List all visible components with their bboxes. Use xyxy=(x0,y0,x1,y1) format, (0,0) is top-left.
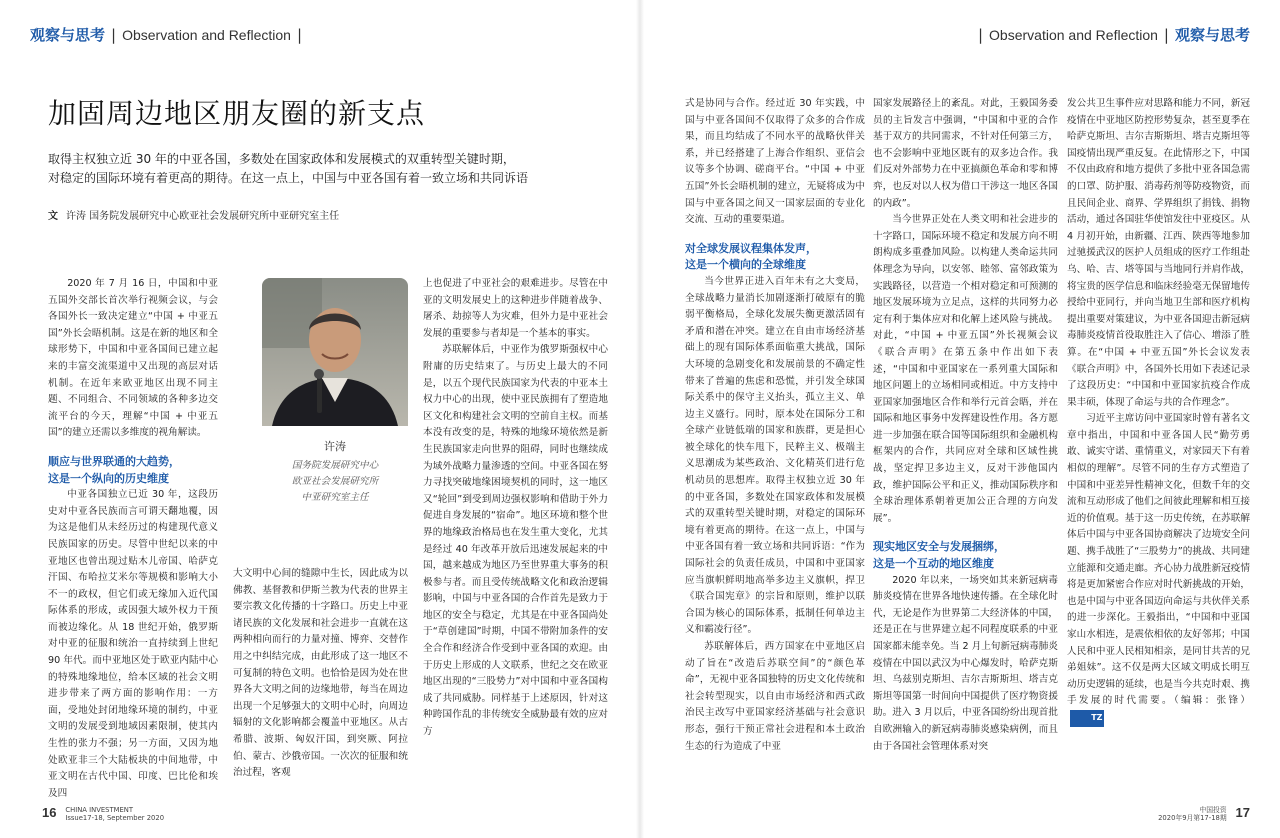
paragraph: 2020 年以来，一场突如其来新冠病毒肺炎疫情在世界各地快速传播。在全球化时代，无论是作为世界第二大经济体的中国，还是正在与世界建立起不同程度联系的中亚国家都未能幸免。当 2 月上旬新冠病毒肺炎疫情在中国以武汉为中心爆发时，哈萨克斯坦、乌兹别克斯坦、吉尔吉斯斯坦、塔吉克斯坦等国第一时间向中国提供了医疗物资援助。进入 3 月以后，中亚各国纷纷出现首批自欧洲输入的新冠病毒肺炎感染病例，而且由于各国社会管理体系对突 xyxy=(873,574,1058,752)
column-6 xyxy=(1067,96,1250,801)
subheading-1b: 这是一个纵向的历史维度 xyxy=(48,471,169,485)
page-number-right: 17 xyxy=(1235,804,1250,820)
left-header xyxy=(30,24,308,46)
byline-label: 文 xyxy=(48,211,58,222)
column-2 xyxy=(233,566,408,801)
column-1 xyxy=(48,276,218,801)
byline xyxy=(48,207,339,222)
column-4 xyxy=(685,96,865,801)
author-portrait-image xyxy=(262,278,408,426)
footer-mag-name-cn: 中国投资 xyxy=(1199,806,1227,814)
paragraph: 发公共卫生事件应对思路和能力不同，新冠疫情在中亚地区防控形势复杂，甚至夏季在哈萨克斯坦、吉尔吉斯斯坦、塔吉克斯坦等国疫情出现严重反复。在此情形之下，中国不仅由政府和地方提供了多批中亚各国急需的口罩、防护服、消毒药剂等防疫物资，而且民间企业、商界、学界组织了捐钱、捐物活动，通过各国驻华使馆发往中亚疫区。从 4 月初开始，由新疆、江西、陕西等地参加过驰援武汉的医护人员组成的医疗工作组赴乌、哈、吉、塔等国与当地同行并肩作战，将宝贵的医学信息和临床经验毫无保留地传授给中亚同行，并向当地卫生部和医疗机构提出重要对策建议，为中亚各国迎击新冠病毒肺炎疫情首役取胜注入了信心、增添了胜算。在“中国 + 中亚五国”外长会议发表《联合声明》中，各国外长用如下表述记录了这段历史：“中国和中亚国家抗疫合作成果丰硕，体现了命运与共的合作理念”。 xyxy=(1067,98,1250,408)
author-title-line-2: 欧亚社会发展研究所 xyxy=(291,476,379,487)
paragraph xyxy=(1067,411,1250,726)
footer-mag-name: CHINA INVESTMENT xyxy=(65,806,133,814)
intro-line-1: 取得主权独立近 30 年的中亚各国，多数处在国家政体和发展模式的双重转型关键时期， xyxy=(48,152,515,166)
footer-mag-info-right xyxy=(1158,806,1227,822)
footer-mag-info xyxy=(65,806,164,822)
left-footer xyxy=(42,805,170,823)
intro-line-2: 对稳定的国际环境有着更高的期待。在这一点上，中国与中亚各国有着一致立场和共同诉语 xyxy=(48,171,529,185)
author-title-line-3: 中亚研究室主任 xyxy=(301,492,369,503)
right-page xyxy=(640,0,1280,838)
header-section-en: Observation and Reflection xyxy=(989,27,1158,43)
header-separator: | xyxy=(296,26,303,44)
paragraph: 大文明中心间的缝隙中生长，因此成为以佛教、基督教和伊斯兰教为代表的世界主要宗教文化传播的十字路口。历史上中亚诸民族的文化发展和社会进步一直就在这两种相向而行的力量对撞、博弈、交替作用之中纠结完成，由此形成了这一地区不可复制的特色文明。也恰恰是因为处在世界各大文明之间的边缘地带，每当在周边出现一个足够强大的文明中心时，向周边辐射的文化影响都会覆盖中亚地区。从古希腊、波斯、匈奴汗国，到突厥、阿拉伯、蒙古、沙俄帝国。一次次的征服和统治过程，客观 xyxy=(233,568,408,779)
header-section-en: Observation and Reflection xyxy=(122,27,291,43)
paragraph: 上也促进了中亚社会的艰难进步。尽管在中亚的文明发展史上的这种进步伴随着战争、屠杀、劫掠等人为灾难，但外力是中亚社会发展的重要参与者却是一个基本的事实。 xyxy=(423,278,608,339)
footer-issue: Issue17-18, September 2020 xyxy=(65,814,165,822)
right-header xyxy=(972,24,1250,46)
paragraph: 国家发展路径上的紊乱。对此，王毅国务委员的主旨发言中强调，“中国和中亚的合作基于双方的共同需求，不针对任何第三方，也不会影响中亚地区既有的双多边合作。我们反对外部势力在中亚搞颜色革命和零和博弈，也反对以人权为借口干涉这一地区各国的内政”。 xyxy=(873,98,1058,209)
paragraph: 当今世界正处在人类文明和社会进步的十字路口，国际环境不稳定和发展方向不明朗构成多重叠加风险。以构建人类命运共同体理念为导向，以安邻、睦邻、富邻政策为实践路径，以营造一个相对稳定和可预测的地区发展环境为立足点，这样的共同努力必定有利于集体应对和化解上述风险与挑战。对此，“中国 + 中亚五国”外长视频会议《联合声明》在第五条中作出如下表述，“中国和中亚国家在一系列重大国际和地区问题上的立场相同或相近。中方支持中亚国家加强地区合作和举行元首会晤，并在国际和地区事务中发挥建设性作用。各方愿进一步加强在联合国等国际组织和金融机构框架内的合作，共同应对全球和区域性挑战，坚定捍卫多边主义，反对干涉他国内政，维护国际公平和正义，推动国际秩序和全球治理体系朝着更加公正合理的方向发展”。 xyxy=(873,214,1058,524)
article-intro xyxy=(48,150,608,188)
subheading-1a: 顺应与世界联通的大趋势， xyxy=(48,454,180,468)
paragraph: 中亚各国独立已近 30 年，这段历史对中亚各民族而言可谓天翻地覆，因为这是他们从未经历过的构建现代意义民族国家的历史。尽管中世纪以来的中亚地区也曾出现过贴木儿帝国、哈萨克汗国、布哈拉艾米尔等规模和影响大小不一的政权，但它们或无缘加入近代国际体系的形成，或因强大域外权力干预而被边缘化。从 18 世纪开始，俄罗斯对中亚的征服和统治一直持续到上世纪 90 年代。而中亚地区处于欧亚内陆中心的特殊地缘地位，给本区域的社会文明进步带来了两方面的影响作用：一方面，受地处封闭地缘环境的制约，中亚文明的发展受到地域因素限制，使其内生性的张力不强；另一方面，又因为地处欧亚非三个大陆板块的中间地带，中亚文明在古代中国、印度、巴比伦和埃及四 xyxy=(48,489,218,799)
column-3 xyxy=(423,276,608,801)
subheading-2b: 这是一个横向的全球维度 xyxy=(685,258,806,272)
header-section-cn: 观察与思考 xyxy=(30,26,106,44)
end-mark-badge: TZ xyxy=(1070,710,1104,727)
closing-text: 习近平主席访问中亚国家时曾有著名文章中指出，中国和中亚各国人民“勤劳勇敢、诚实守诺、重情重义，对家园天下有着相似的理解”。尽管不同的生存方式塑造了中国和中亚差异性精神文化，但数千年的交流和互动形成了他们之间彼此理解和相互接近的价值观。基于这一历史传统，在苏联解体后中国与中亚各国协商解决了边境安全问题、携手战胜了“三股势力”的挑战、共同建立能源和交通走廊。齐心协力战胜新冠疫情将是更加紧密合作应对时代新挑战的开始，也是中国与中亚各国迈向命运与共伙伴关系的进一步深化。王毅指出，“中国和中亚国家山水相连，是震依相依的友好邻邦；中国人民和中亚人民相知相亲，是同甘共苦的兄弟姐妹”。这不仅是两大区域文明成长明互动历史逻辑的延续，也是当今共克时艰、携手发展的时代需要。（编辑：张锋） xyxy=(1067,413,1250,707)
subheading-2a: 对全球发展议程集体发声， xyxy=(685,241,817,255)
right-footer xyxy=(1152,805,1250,823)
header-separator: | xyxy=(977,26,984,44)
paragraph: 2020 年 7 月 16 日，中国和中亚五国外交部长首次举行视频会议，与会各国外长一致决定建立“中国 + 中亚五国”外长会晤机制。这是在新的地区和全球形势下，中国和中亚各国间已建立起来的丰富交流渠道中又出现的高层对话机制。在近年来欧亚地区出现不同主题、不同组合、不同领域的各种多边交流平台的今天，理解“中国 + 中亚五国”的建立还需以多维度的视角解读。 xyxy=(48,278,218,439)
paragraph: 苏联解体后，西方国家在中亚地区启动了旨在“改造后苏联空间”的“颜色革命”，无视中亚各国独特的历史文化传统和社会转型现实，以自由市场经济和西式政治民主改写中亚国家经济基础与社会意识形态，强行干预正常社会进程和本土政治生态的行为造成了中亚 xyxy=(685,641,865,752)
author-caption xyxy=(262,438,408,506)
page-number-left: 16 xyxy=(42,804,57,820)
paragraph: 式是协同与合作。经过近 30 年实践，中国与中亚各国间不仅取得了众多的合作成果，而且均结成了不同水平的战略伙伴关系，并已经搭建了上海合作组织、亚信会议等多个协调、磋商平台。“中国 + 中亚五国”外长会晤机制的建立，无疑将成为中国与中亚各国之间又一国家层面的专业化交流、互动的重要渠道。 xyxy=(685,98,865,226)
header-section-cn: 观察与思考 xyxy=(1174,26,1250,44)
article-title: 加固周边地区朋友圈的新支点 xyxy=(48,97,426,130)
author-title-line-1: 国务院发展研究中心 xyxy=(291,460,379,471)
column-5 xyxy=(873,96,1058,801)
footer-issue-cn: 2020年9月第17-18期 xyxy=(1158,814,1227,822)
author-photo xyxy=(262,278,408,426)
author-name: 许涛 xyxy=(324,440,346,453)
paragraph: 当今世界正进入百年未有之大变局，全球战略力量消长加剧逐渐打破原有的脆弱平衡格局，全球化发展失衡更激活固有矛盾和潜在冲突。建立在自由市场经济基础上的现有国际体系面临重大挑战，国际大环境的急剧变化和发展前景的不确定性带来了普遍的焦虑和恐慌，并引发全球国际关系中的保守主义抬头，孤立主义、单边主义盛行。同时，原本处在国际分工和全球产业链低端的国家和族群，更是担心被全球化的快车甩下，民粹主义、极端主义思潮成为某些政治、文化精英们进行危机动员的思想库。取得主权独立近 30 年的中亚各国，多数处在国家政体和发展模式的双重转型关键时期，对稳定的国际环境有着更高的期待。在这一点上，中国与中亚各国有着一致立场和共同诉语：“作为国际社会的负责任成员，中国和中亚国家应当旗帜鲜明地高举多边主义旗帜，捍卫《联合国宪章》的宗旨和原则，维护以联合国为核心的国际体系，抵制任何单边主义和霸凌行径”。 xyxy=(685,275,865,636)
header-separator: | xyxy=(111,26,117,44)
header-separator: | xyxy=(1163,26,1169,44)
paragraph: 苏联解体后，中亚作为俄罗斯强权中心附庸的历史结束了。与历史上最大的不同是，以五个现代民族国家为代表的中亚本土权力中心的出现，使中亚民族拥有了塑造地区文化和构建社会文明的空前自主权。而基本没有改变的是，特殊的地缘环境依然是新生民族国家走向世界的阻碍，同时也继续成为域外战略力量渗透的空间。中亚各国在努力寻找突破地缘困境契机的同时，这一地区又“轮回”到受到周边强权影响和借助于外力促进自身发展的“宿命”。地区环境和整个世界的地缘政治格局也在发生重大变化，尤其是经过 40 年改革开放后迅速发展起来的中国，越来越成为地区乃至世界重大事务的积极参与者。而且受传统战略文化和政治逻辑影响，中国与中亚各国的合作首先是致力于地区的安全与稳定，尤其是在中亚各国尚处于“草创建国”时期，中国不带附加条件的安全合作和经济合作受到中亚各国的欢迎。由于历史上形成的人文联系，世纪之交在欧亚地区出现的“三股势力”对中国和中亚各国构成了共同威胁。同样基于上述原因，针对这种跨国作乱的非传统安全威胁最有效的应对方 xyxy=(423,344,608,738)
byline-text: 许涛 国务院发展研究中心欧亚社会发展研究所中亚研究室主任 xyxy=(66,211,340,222)
subheading-3b: 这是一个互动的地区维度 xyxy=(873,557,994,571)
subheading-3a: 现实地区安全与发展捆绑， xyxy=(873,540,1005,554)
